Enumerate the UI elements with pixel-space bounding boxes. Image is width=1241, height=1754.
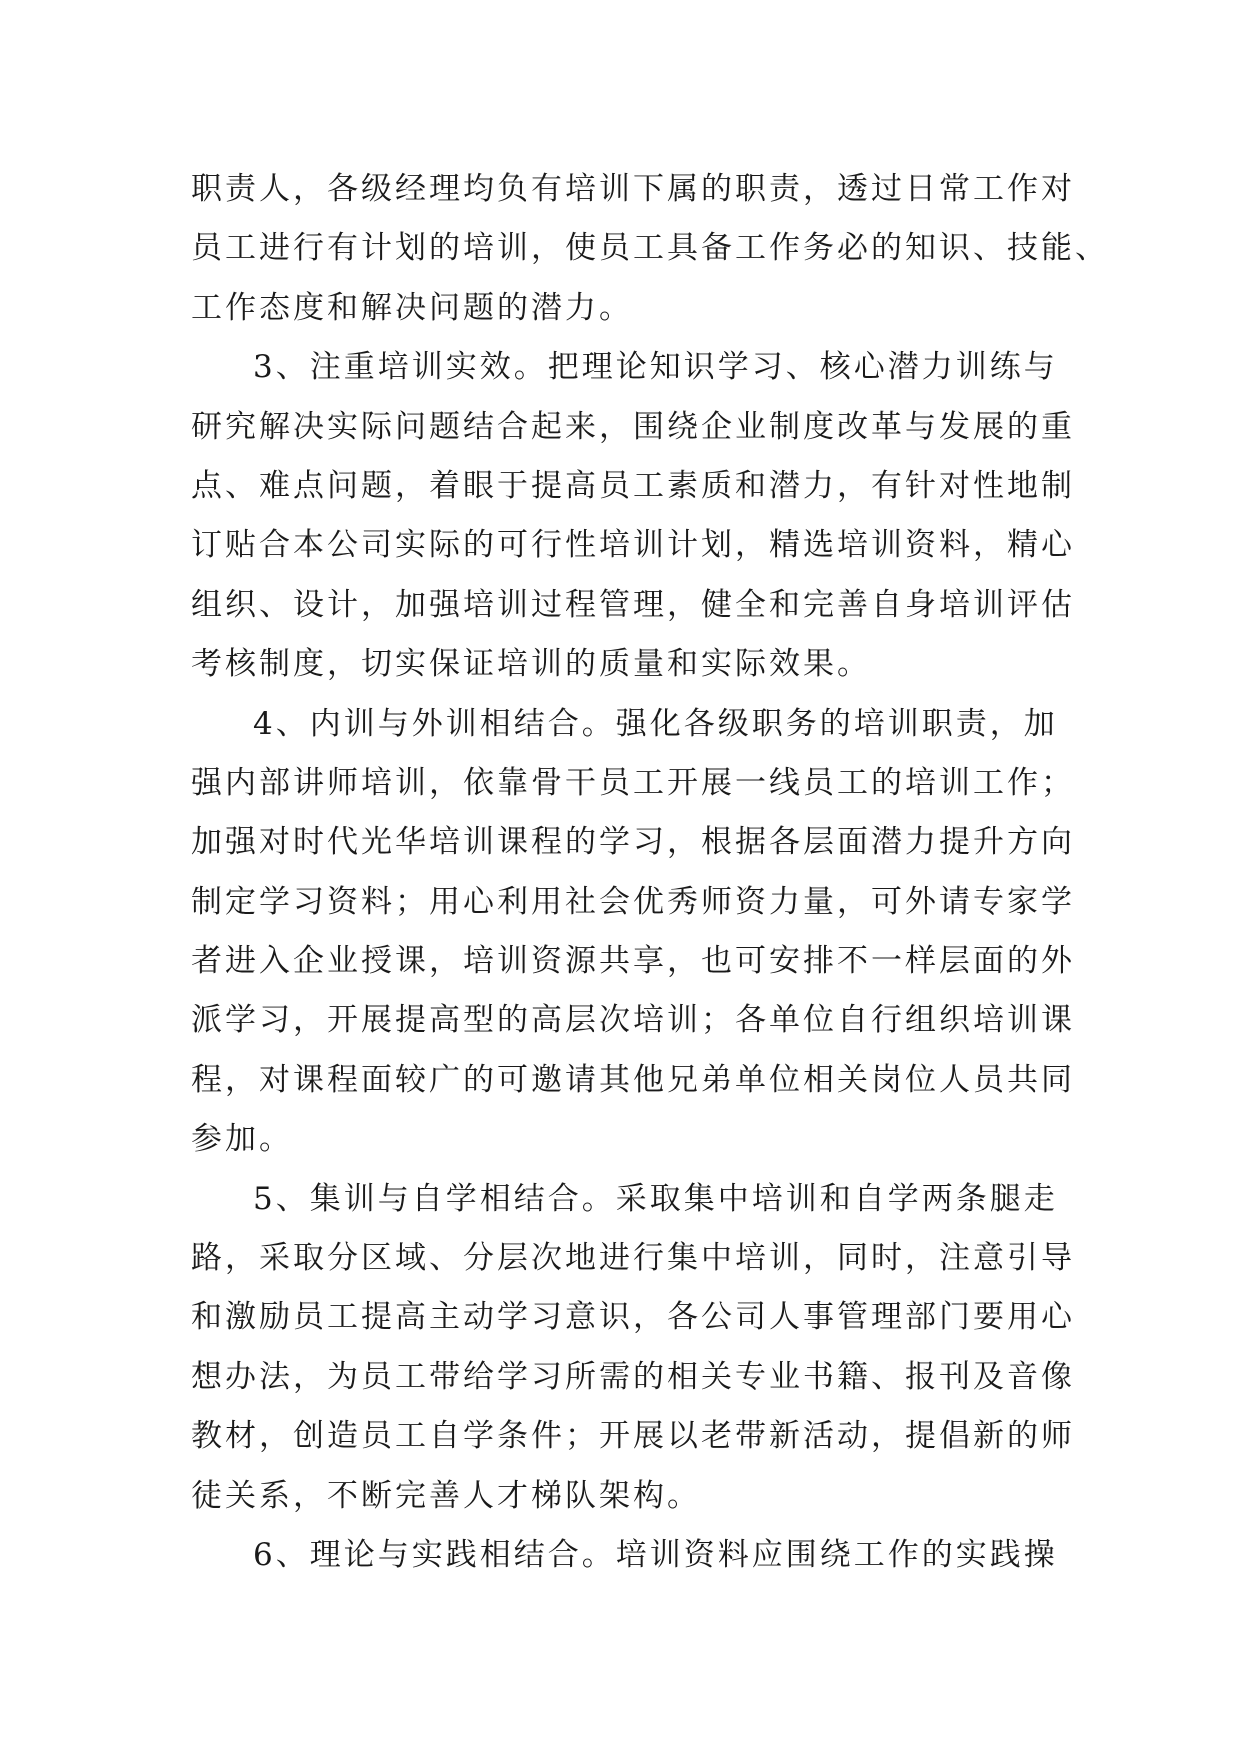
document-body (191, 160, 1109, 1585)
text-line: 者进入企业授课，培训资源共享，也可安排不一样层面的外 (191, 943, 1075, 980)
text-line: 路，采取分区域、分层次地进行集中培训，同时，注意引导 (191, 1240, 1075, 1277)
text-line: 组织、设计，加强培训过程管理，健全和完善自身培训评估 (191, 586, 1075, 623)
text-line: 徒关系，不断完善人才梯队架构。 (191, 1477, 701, 1514)
text-line: 订贴合本公司实际的可行性培训计划，精选培训资料，精心 (191, 527, 1075, 564)
text-line: 和激励员工提高主动学习意识，各公司人事管理部门要用心 (191, 1299, 1075, 1336)
text-line: 工作态度和解决问题的潜力。 (191, 289, 633, 326)
text-line: 参加。 (191, 1121, 293, 1158)
text-line: 教材，创造员工自学条件；开展以老带新活动，提倡新的师 (191, 1418, 1075, 1455)
text-line: 强内部讲师培训，依靠骨干员工开展一线员工的培训工作； (191, 764, 1075, 801)
text-line: 点、难点问题，着眼于提高员工素质和潜力，有针对性地制 (191, 467, 1075, 504)
paragraph-3-heading-line: 3、注重培训实效。把理论知识学习、核心潜力训练与 (253, 349, 1058, 386)
paragraph-6-heading-line: 6、理论与实践相结合。培训资料应围绕工作的实践操 (253, 1536, 1058, 1573)
text-line: 程，对课程面较广的可邀请其他兄弟单位相关岗位人员共同 (191, 1061, 1075, 1098)
text-line: 加强对时代光华培训课程的学习，根据各层面潜力提升方向 (191, 824, 1075, 861)
text-line: 职责人，各级经理均负有培训下属的职责，透过日常工作对 (191, 171, 1075, 207)
text-line: 员工进行有计划的培训，使员工具备工作务必的知识、技能、 (191, 230, 1109, 267)
text-line: 制定学习资料；用心利用社会优秀师资力量，可外请专家学 (191, 883, 1075, 920)
paragraph-4-heading-line: 4、内训与外训相结合。强化各级职务的培训职责，加 (253, 705, 1058, 742)
text-line: 派学习，开展提高型的高层次培训；各单位自行组织培训课 (191, 1002, 1075, 1039)
text-line: 想办法，为员工带给学习所需的相关专业书籍、报刊及音像 (191, 1358, 1075, 1395)
paragraph-5-heading-line: 5、集训与自学相结合。采取集中培训和自学两条腿走 (253, 1180, 1058, 1217)
text-line: 考核制度，切实保证培训的质量和实际效果。 (191, 646, 871, 683)
text-line: 研究解决实际问题结合起来，围绕企业制度改革与发展的重 (191, 408, 1075, 445)
